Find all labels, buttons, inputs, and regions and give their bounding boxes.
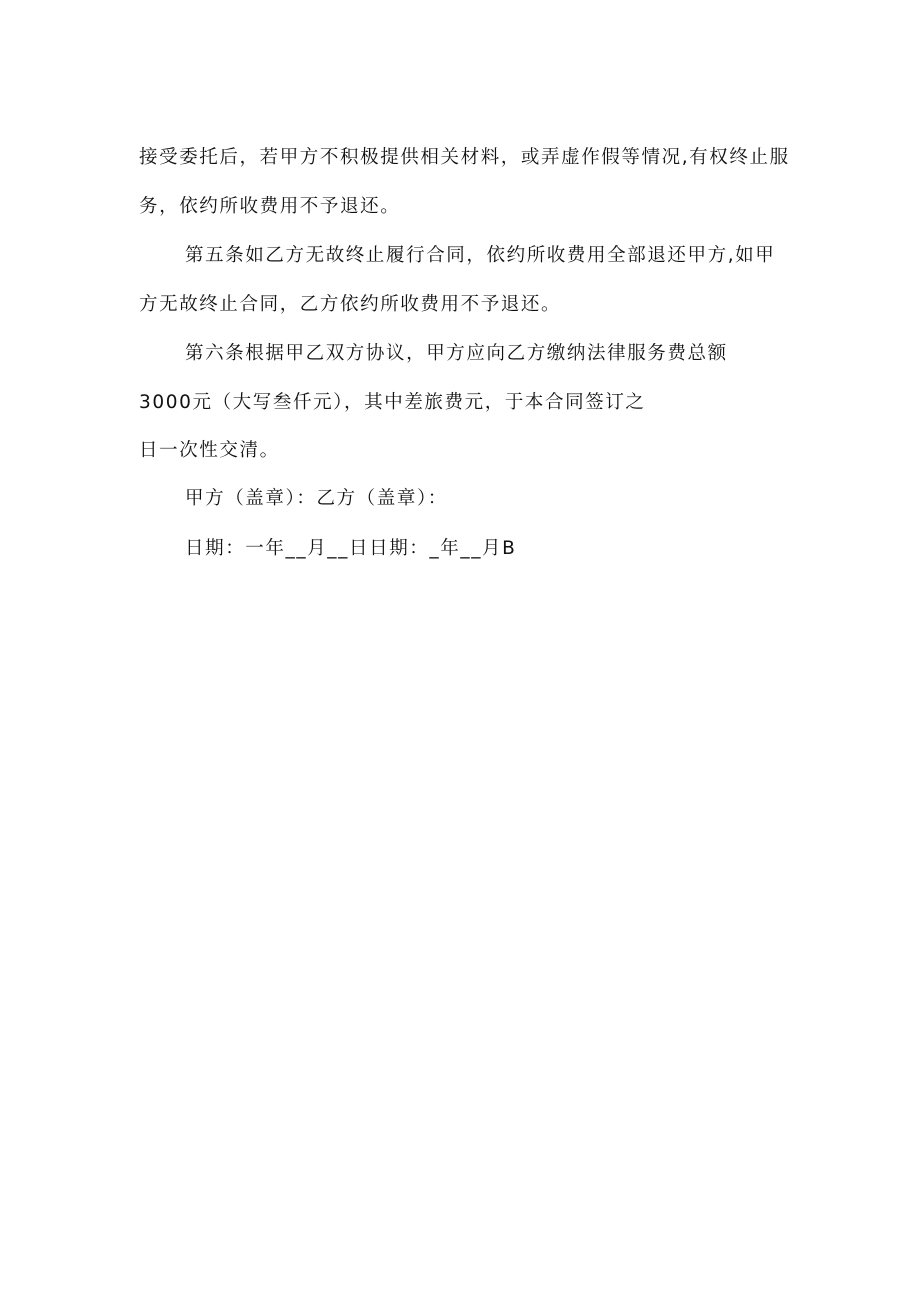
text-line: 3000元（大写叁仟元），其中差旅费元，于本合同签订之 [139, 392, 646, 413]
article-six-line: 第六条根据甲乙双方协议，甲方应向乙方缴纳法律服务费总额 [185, 343, 728, 364]
date-line: 日期：一年__月__日日期：_年__月B [185, 538, 517, 559]
text-line: 务，依约所收费用不予退还。 [139, 196, 401, 217]
text-line: 方无故终止合同，乙方依约所收费用不予退还。 [139, 294, 562, 315]
text-line: 日一次性交清。 [139, 440, 280, 461]
text-line: 接受委托后，若甲方不积极提供相关材料，或弄虚作假等情况,有权终止服 [139, 147, 790, 168]
signature-line: 甲方（盖章）：乙方（盖章）： [185, 488, 448, 509]
article-five-line: 第五条如乙方无故终止履行合同，依约所收费用全部退还甲方,如甲 [185, 245, 776, 266]
